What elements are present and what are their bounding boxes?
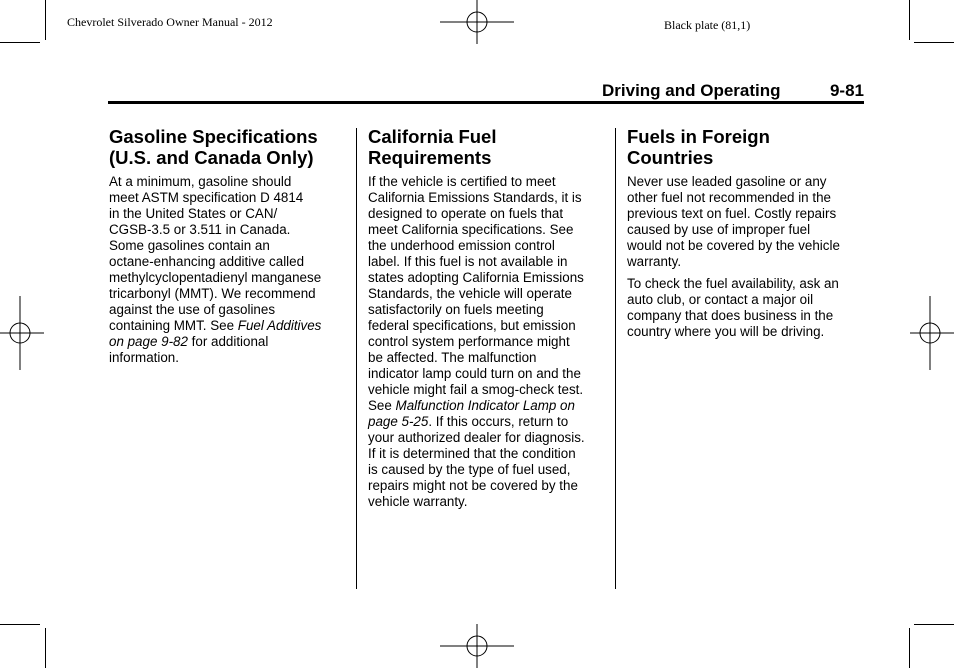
- crop-mark-bottom-right-h: [914, 624, 954, 625]
- crop-mark-top-left-h: [0, 42, 40, 43]
- registration-mark-right-icon: [910, 296, 954, 370]
- section-title: Driving and Operating: [602, 81, 781, 100]
- section-heading: Gasoline Specifications (U.S. and Canada Only): [109, 126, 318, 168]
- body-paragraph: [627, 276, 863, 340]
- column-divider-2: [615, 128, 616, 589]
- column-gasoline-specs: [109, 126, 345, 372]
- crop-mark-bottom-right-v: [909, 628, 910, 668]
- body-text: To check the fuel availability, ask an auto club, or contact a major oil company that does business in the country where you will be driving.: [627, 276, 839, 339]
- column-foreign-fuels: [627, 126, 863, 346]
- body-text: At a minimum, gasoline should meet ASTM specification D 4814 in the United States or CAN/ CGSB-3.5 or 3.511 in Canada. Some gasolines contain an octane-enhancing additive called methylcyclopentadienyl manganese tricarbonyl (MMT). We recommend against the use of gasolines containing MMT. See: [109, 174, 322, 333]
- body-paragraph: [368, 174, 604, 510]
- registration-mark-bottom-icon: [440, 624, 514, 668]
- body-text: . If this occurs, return to your authorized dealer for diagnosis. If it is determined that the condition is caused by the type of fuel used, repairs might not be covered by the vehicle warranty.: [368, 414, 585, 509]
- crop-mark-top-right-v: [909, 0, 910, 40]
- page-number: 9-81: [829, 81, 864, 100]
- section-heading: Fuels in Foreign Countries: [627, 126, 770, 168]
- crop-mark-top-right-h: [914, 42, 954, 43]
- body-paragraph: [627, 174, 863, 270]
- column-california-fuel: [368, 126, 604, 516]
- header-rule: [108, 101, 864, 104]
- crop-mark-bottom-left-h: [0, 624, 40, 625]
- print-header-title: Chevrolet Silverado Owner Manual - 2012: [67, 15, 273, 29]
- crop-mark-top-left-v: [45, 0, 46, 40]
- body-text: Never use leaded gasoline or any other fuel not recommended in the previous text on fuel. Costly repairs caused by use of improper fuel would not be covered by the vehicle warranty.: [627, 174, 840, 269]
- column-divider-1: [356, 128, 357, 589]
- print-header-plate: Black plate (81,1): [664, 18, 751, 32]
- body-text: If the vehicle is certified to meet California Emissions Standards, it is designed to operate on fuels that meet California specifications. See the underhood emission control label. If this fuel is not available in states adopting California Emissions Standards, the vehicle will operate satisfactorily on fuels meeting federal specifications, but emission control system performance might be affected. The malfunction indicator lamp could turn on and the vehicle might fail a smog-check test. See: [368, 174, 584, 413]
- crop-mark-bottom-left-v: [45, 628, 46, 668]
- cross-reference-link[interactable]: Fuel Additives on page 9-82: [109, 318, 322, 349]
- section-heading: California Fuel Requirements: [368, 126, 497, 168]
- registration-mark-top-icon: [440, 0, 514, 44]
- body-text: for additional information.: [109, 334, 269, 365]
- registration-mark-left-icon: [0, 296, 44, 370]
- body-paragraph: [109, 174, 345, 366]
- cross-reference-link[interactable]: Malfunction Indicator Lamp on page 5-25: [368, 398, 575, 429]
